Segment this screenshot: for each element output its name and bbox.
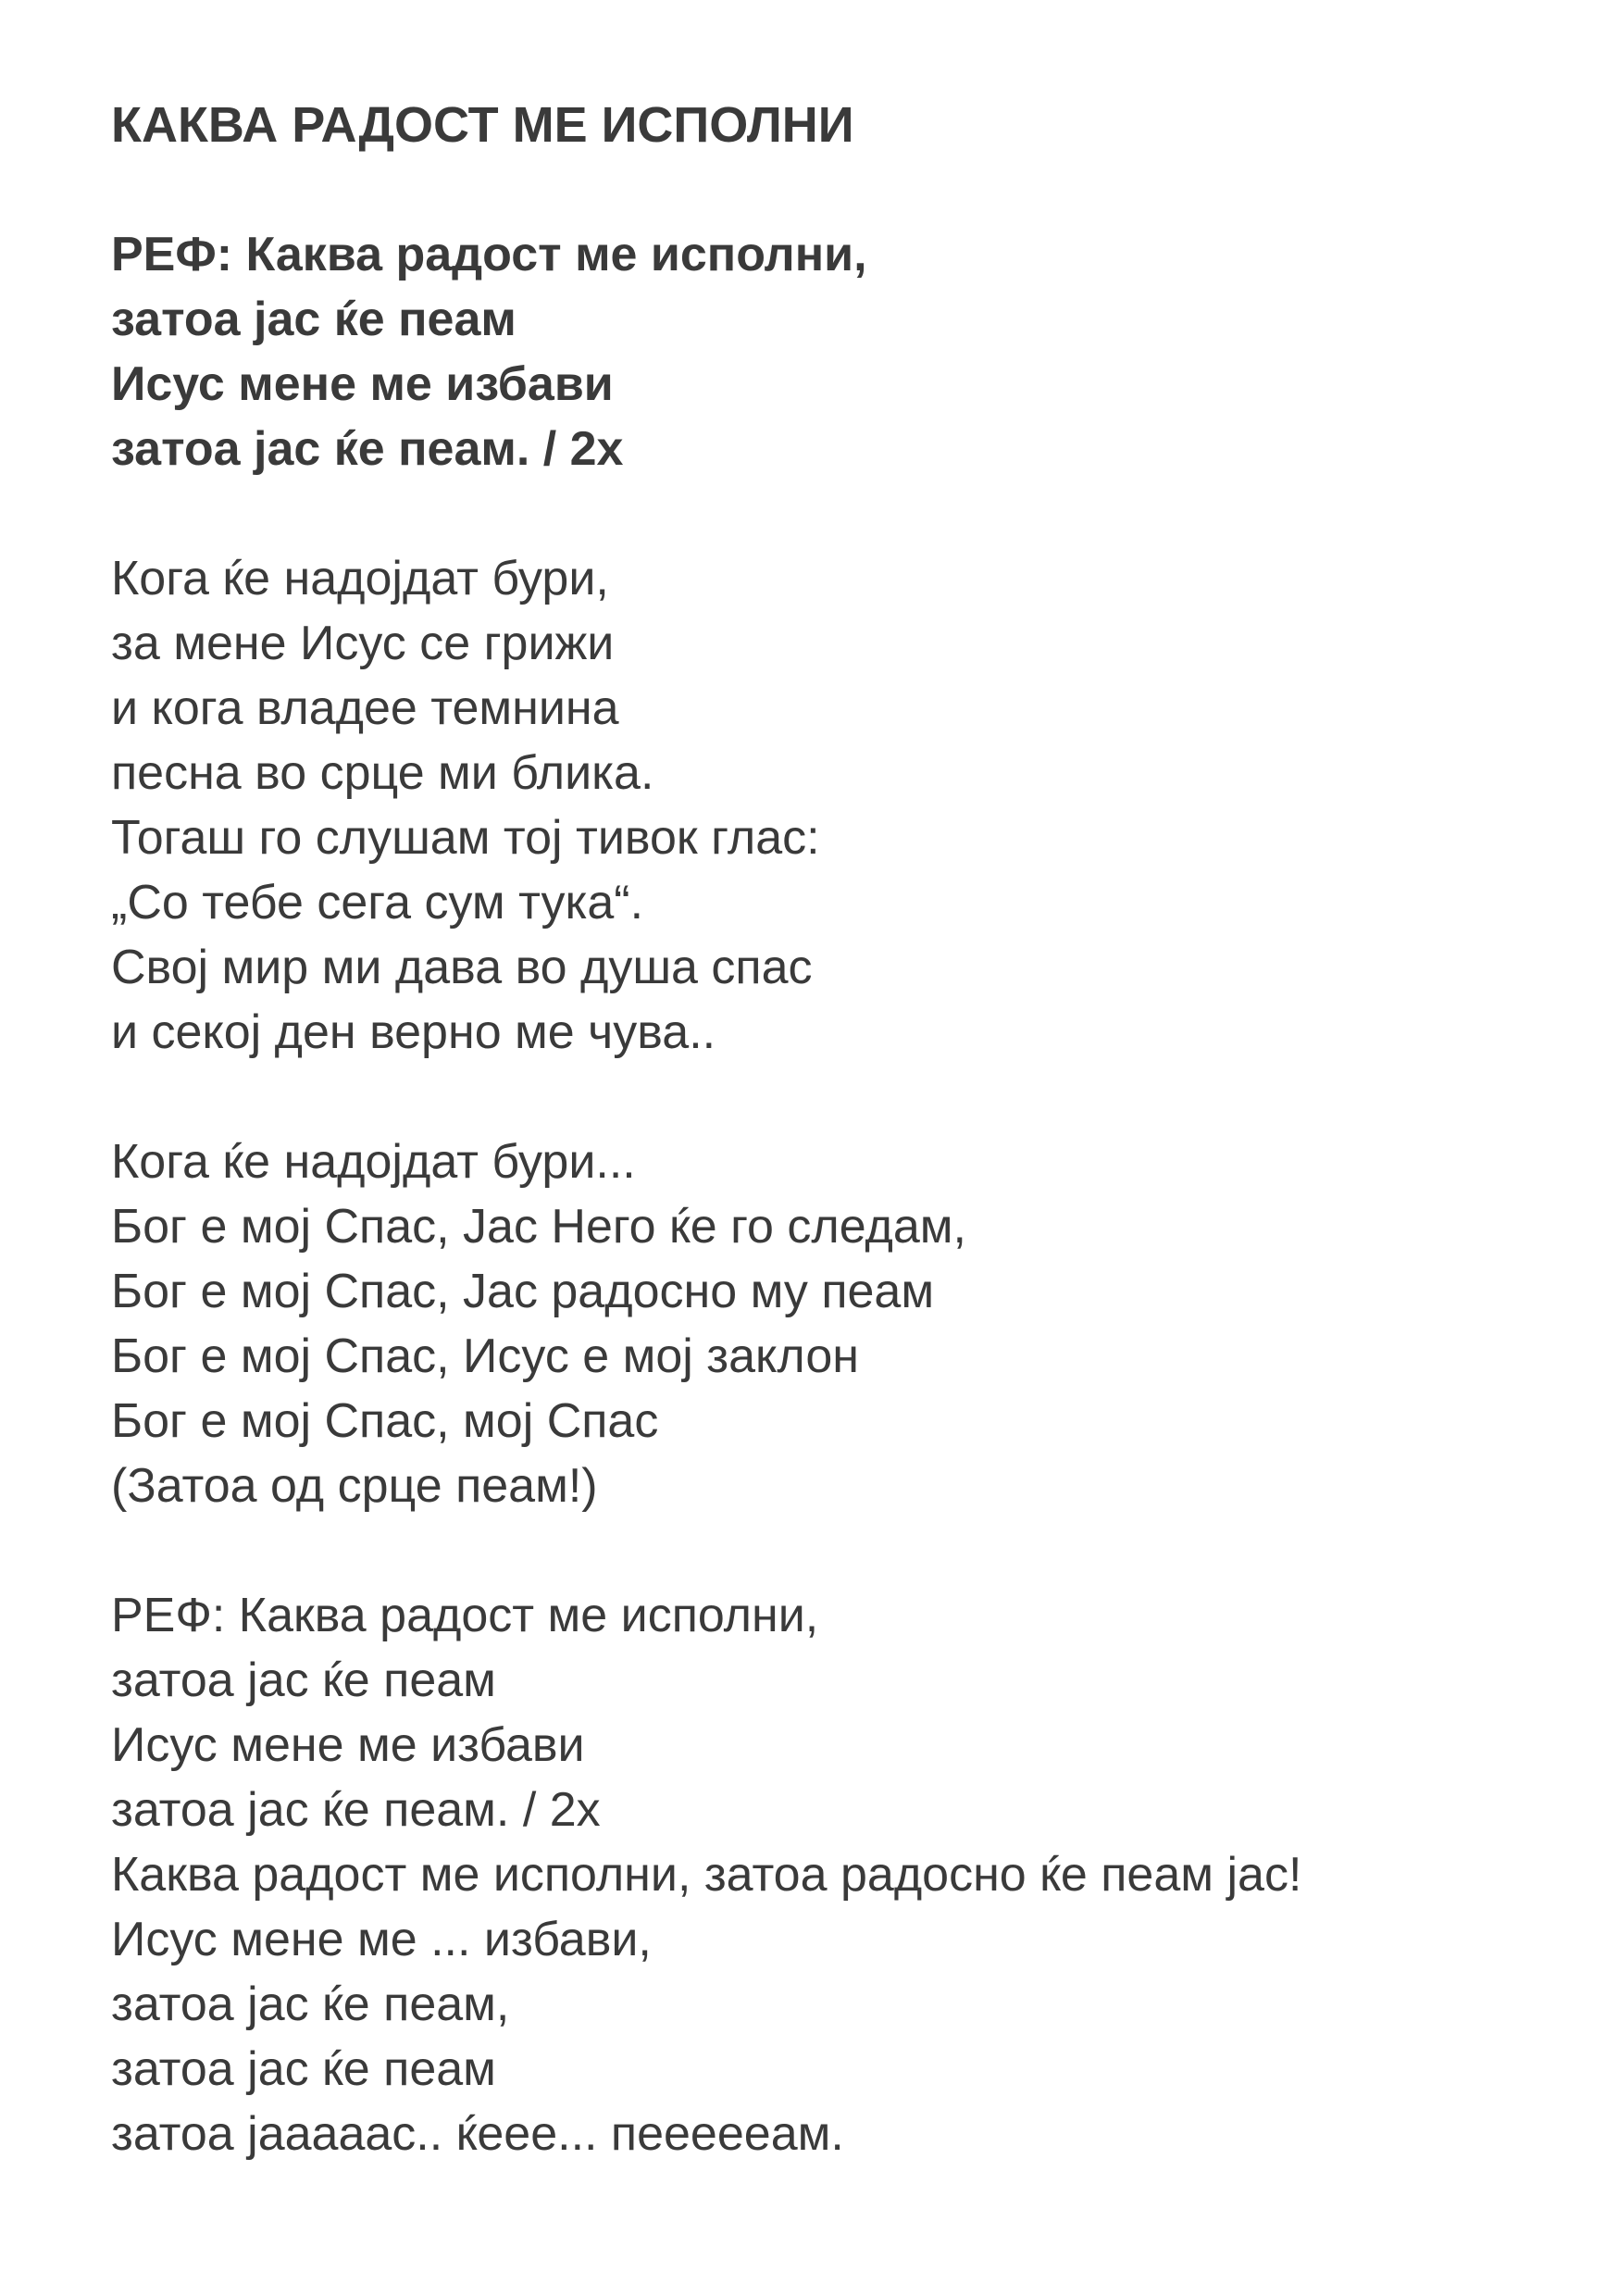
refrain-line: затоа јас ќе пеам. / 2x [111,1783,601,1837]
refrain-line: затоа јас ќе пеам [111,293,517,346]
spacer [111,1065,1537,1129]
verse-line: „Со тебе сега сум тука“. [111,876,644,930]
refrain-final [111,1583,1537,2166]
refrain-line: Каква радост ме исполни, затоа радосно ќе пеам јас! [111,1848,1302,1902]
refrain-line: затоа јас ќе пеам [111,1653,496,1707]
verse-line: Свој мир ми дава во душа спас [111,941,813,994]
verse-line: песна во срце ми блика. [111,746,654,800]
spacer [111,157,1537,222]
refrain-line: затоа јааааас.. ќеее... пееееeам. [111,2107,844,2161]
verse-line: Кога ќе надојдат бури, [111,552,609,605]
verse-line: Кога ќе надојдат бури... [111,1135,636,1189]
refrain-line: РЕФ: Каква радост ме исполни, [111,228,867,281]
verse-line: за мене Исус се грижи [111,617,615,670]
refrain-line: РЕФ: Каква радост ме исполни, [111,1589,819,1642]
spacer [111,1518,1537,1583]
spacer [111,481,1537,546]
verse-line: и секој ден верно ме чува.. [111,1005,716,1059]
verse-line: и кога владее темнина [111,681,619,735]
verse-line: Бог е мој Спас, Јас радосно му пеам [111,1265,935,1318]
verse-line: Тогаш го слушам тој тивок глас: [111,811,820,865]
refrain-bold [111,222,1537,481]
song-title: КАКВА РАДОСТ МЕ ИСПОЛНИ [111,97,854,153]
refrain-line: Исус мене ме избави [111,1718,585,1772]
refrain-line: затоа јас ќе пеам [111,2042,496,2096]
refrain-line: затоа јас ќе пеам, [111,1978,510,2031]
refrain-line: Исус мене ме избави [111,357,614,411]
verse-1 [111,546,1537,1065]
verse-line: Бог е мој Спас, мој Спас [111,1394,659,1448]
refrain-line: Исус мене ме ... избави, [111,1913,652,1966]
refrain-line: затоа јас ќе пеам. / 2x [111,422,624,476]
lyrics-page [111,93,1537,2166]
verse-line: Бог е мој Спас, Исус е мој заклон [111,1329,859,1383]
verse-line: Бог е мој Спас, Јас Него ќе го следам, [111,1200,966,1254]
verse-line: (Затоа од срце пеам!) [111,1459,598,1513]
verse-2 [111,1129,1537,1518]
